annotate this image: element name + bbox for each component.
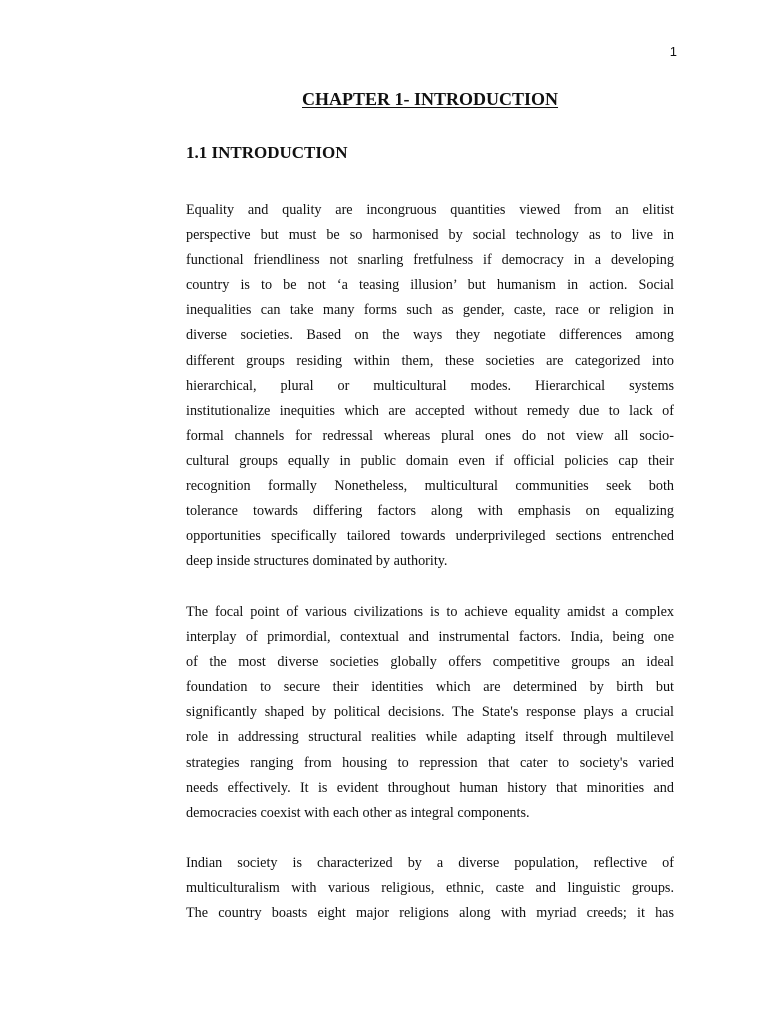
text-line: institutionalize inequities which are accepted without remedy due to lack of — [186, 402, 674, 419]
section-heading: 1.1 INTRODUCTION — [186, 143, 348, 162]
paragraph-indian-society — [186, 851, 674, 926]
text-line: different groups residing within them, these societies are categorized into — [186, 352, 674, 369]
text-line: role in addressing structural realities while adapting itself through multilevel — [186, 729, 674, 746]
text-line: diverse societies. Based on the ways they negotiate differences among — [186, 327, 674, 344]
text-line: needs effectively. It is evident throughout human history that minorities and — [186, 779, 674, 796]
text-line: country is to be not ‘a teasing illusion’ but humanism in action. Social — [186, 277, 674, 294]
text-line: hierarchical, plural or multicultural modes. Hierarchical systems — [186, 377, 674, 394]
text-line: tolerance towards differing factors along with emphasis on equalizing — [186, 503, 674, 520]
paragraph-focal-point — [186, 600, 674, 826]
text-line: opportunities specifically tailored towards underprivileged sections entrenched — [186, 528, 674, 545]
text-line: inequalities can take many forms such as gender, caste, race or religion in — [186, 302, 674, 319]
text-line: foundation to secure their identities which are determined by birth but — [186, 679, 674, 696]
text-line: interplay of primordial, contextual and instrumental factors. India, being one — [186, 629, 674, 646]
text-line: The focal point of various civilizations is to achieve equality amidst a complex — [186, 604, 674, 620]
text-line: multiculturalism with various religious, ethnic, caste and linguistic groups. — [186, 880, 674, 897]
text-line: of the most diverse societies globally offers competitive groups an ideal — [186, 654, 674, 671]
text-line: Equality and quality are incongruous quantities viewed from an elitist — [186, 202, 674, 218]
text-line: Indian society is characterized by a diverse population, reflective of — [186, 855, 674, 871]
text-line: significantly shaped by political decisions. The State's response plays a crucial — [186, 704, 674, 721]
text-line: formal channels for redressal whereas plural ones do not view all socio- — [186, 427, 674, 444]
text-line: functional friendliness not snarling fretfulness if democracy in a developing — [186, 252, 674, 269]
text-line: cultural groups equally in public domain even if official policies cap their — [186, 452, 674, 469]
paragraph-equality — [186, 198, 674, 574]
chapter-title: CHAPTER 1- INTRODUCTION — [301, 89, 559, 109]
text-line: deep inside structures dominated by authority. — [186, 553, 448, 570]
text-line: The country boasts eight major religions along with myriad creeds; it has — [186, 905, 674, 922]
page-number: 1 — [669, 44, 677, 59]
text-line: recognition formally Nonetheless, multicultural communities seek both — [186, 478, 674, 495]
text-line: strategies ranging from housing to repression that cater to society's varied — [186, 754, 674, 771]
text-line: democracies coexist with each other as integral components. — [186, 804, 530, 821]
text-line: perspective but must be so harmonised by social technology as to live in — [186, 227, 674, 244]
